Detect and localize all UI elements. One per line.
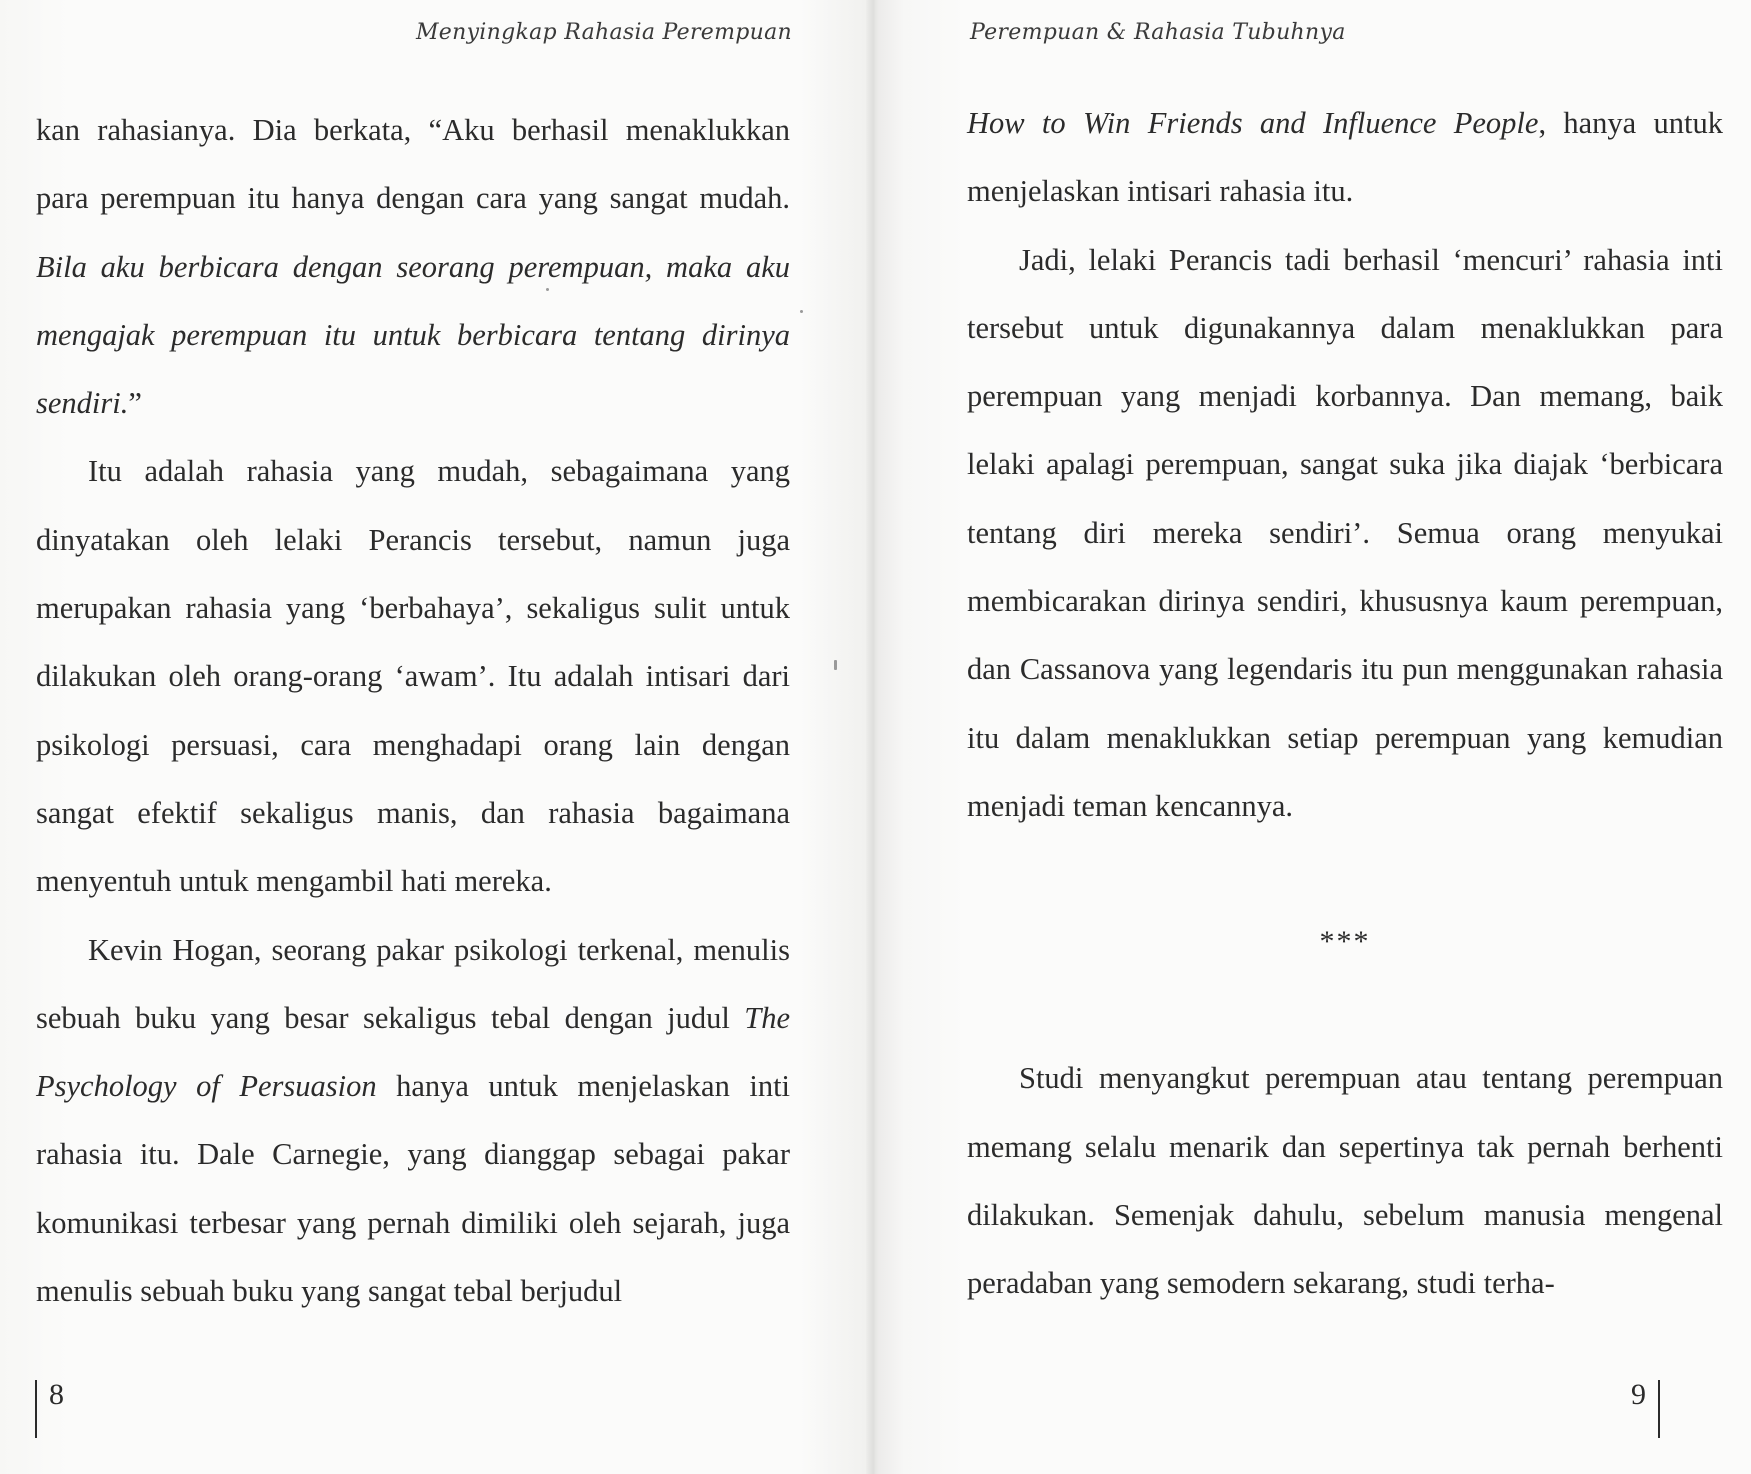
paragraph: Itu adalah rahasia yang mudah, sebagaimana yang dinyatakan oleh lelaki Perancis tersebut, namun juga merupakan rahasia yang ‘berbahaya’, sekaligus sulit untuk dilakukan oleh orang-orang ‘awam’. Itu adalah intisari dari psikologi persuasi, cara menghadapi orang lain dengan sangat efektif sekaligus manis, dan rahasia bagaimana menyentuh untuk mengambil hati mereka. — [36, 454, 790, 899]
quote-italic: Bila aku berbicara dengan seorang perempuan, maka aku mengajak perempuan itu untuk berbicara tentang dirinya sendiri. — [36, 249, 790, 421]
page-number: 8 — [49, 1378, 64, 1411]
paper-speck — [546, 288, 549, 291]
section-separator: *** — [1319, 925, 1371, 959]
page-number-left — [35, 1380, 64, 1438]
closing-quote: ” — [128, 386, 142, 421]
paper-speck — [834, 660, 837, 670]
paragraph: Jadi, lelaki Perancis tadi berhasil ‘mencuri’ rahasia inti tersebut untuk digunakannya dalam menaklukkan para perempuan yang menjadi korbannya. Dan memang, baik lelaki apalagi perempuan, sangat suka jika diajak ‘berbicara tentang diri mereka sendiri’. Semua orang menyukai membicarakan dirinya sendiri, khususnya kaum perempuan, dan Cassanova yang legendaris itu pun menggunakan rahasia itu dalam menaklukkan setiap perempuan yang kemudian menjadi teman kencannya. — [967, 242, 1723, 823]
right-text-block — [967, 89, 1723, 1317]
paragraph — [36, 96, 790, 437]
paragraph-text: kan rahasianya. Dia berkata, “Aku berhasil menaklukkan para perempuan itu hanya dengan cara yang sangat mudah. — [36, 113, 790, 216]
page-number-right — [1631, 1380, 1660, 1438]
book-title: How to Win Friends and Influence People — [967, 106, 1539, 140]
paragraph-text: hanya untuk menjelaskan inti rahasia itu. Dale Carnegie, yang dianggap sebagai pakar komunikasi terbesar yang pernah dimiliki oleh sejarah, juga menulis sebuah buku yang sangat tebal berjudul — [36, 1069, 791, 1309]
book-title: The Psychology of Persuasion — [36, 1000, 790, 1104]
paper-speck — [800, 310, 803, 313]
left-text-block — [36, 96, 790, 1325]
paragraph — [36, 916, 790, 1326]
paragraph-text: , hanya untuk menjelaskan intisari rahasia itu. — [967, 106, 1723, 209]
page-number: 9 — [1631, 1378, 1646, 1411]
paragraph — [967, 89, 1723, 226]
paragraph: Studi menyangkut perempuan atau tentang perempuan memang selalu menarik dan sepertinya tak pernah berhenti dilakukan. Semenjak dahulu, sebelum manusia mengenal peradaban yang semodern sekarang, studi terha- — [967, 1061, 1723, 1301]
folio-rule — [1658, 1380, 1660, 1438]
left-page — [0, 0, 870, 1474]
running-head-right: Perempuan & Rahasia Tubuhnya — [970, 20, 1346, 45]
right-page — [878, 0, 1751, 1474]
paragraph-text: Kevin Hogan, seorang pakar psikologi terkenal, menulis sebuah buku yang besar sekaligus tebal dengan judul — [36, 932, 790, 1035]
running-head-left: Menyingkap Rahasia Perempuan — [415, 20, 792, 45]
folio-rule — [35, 1380, 37, 1438]
